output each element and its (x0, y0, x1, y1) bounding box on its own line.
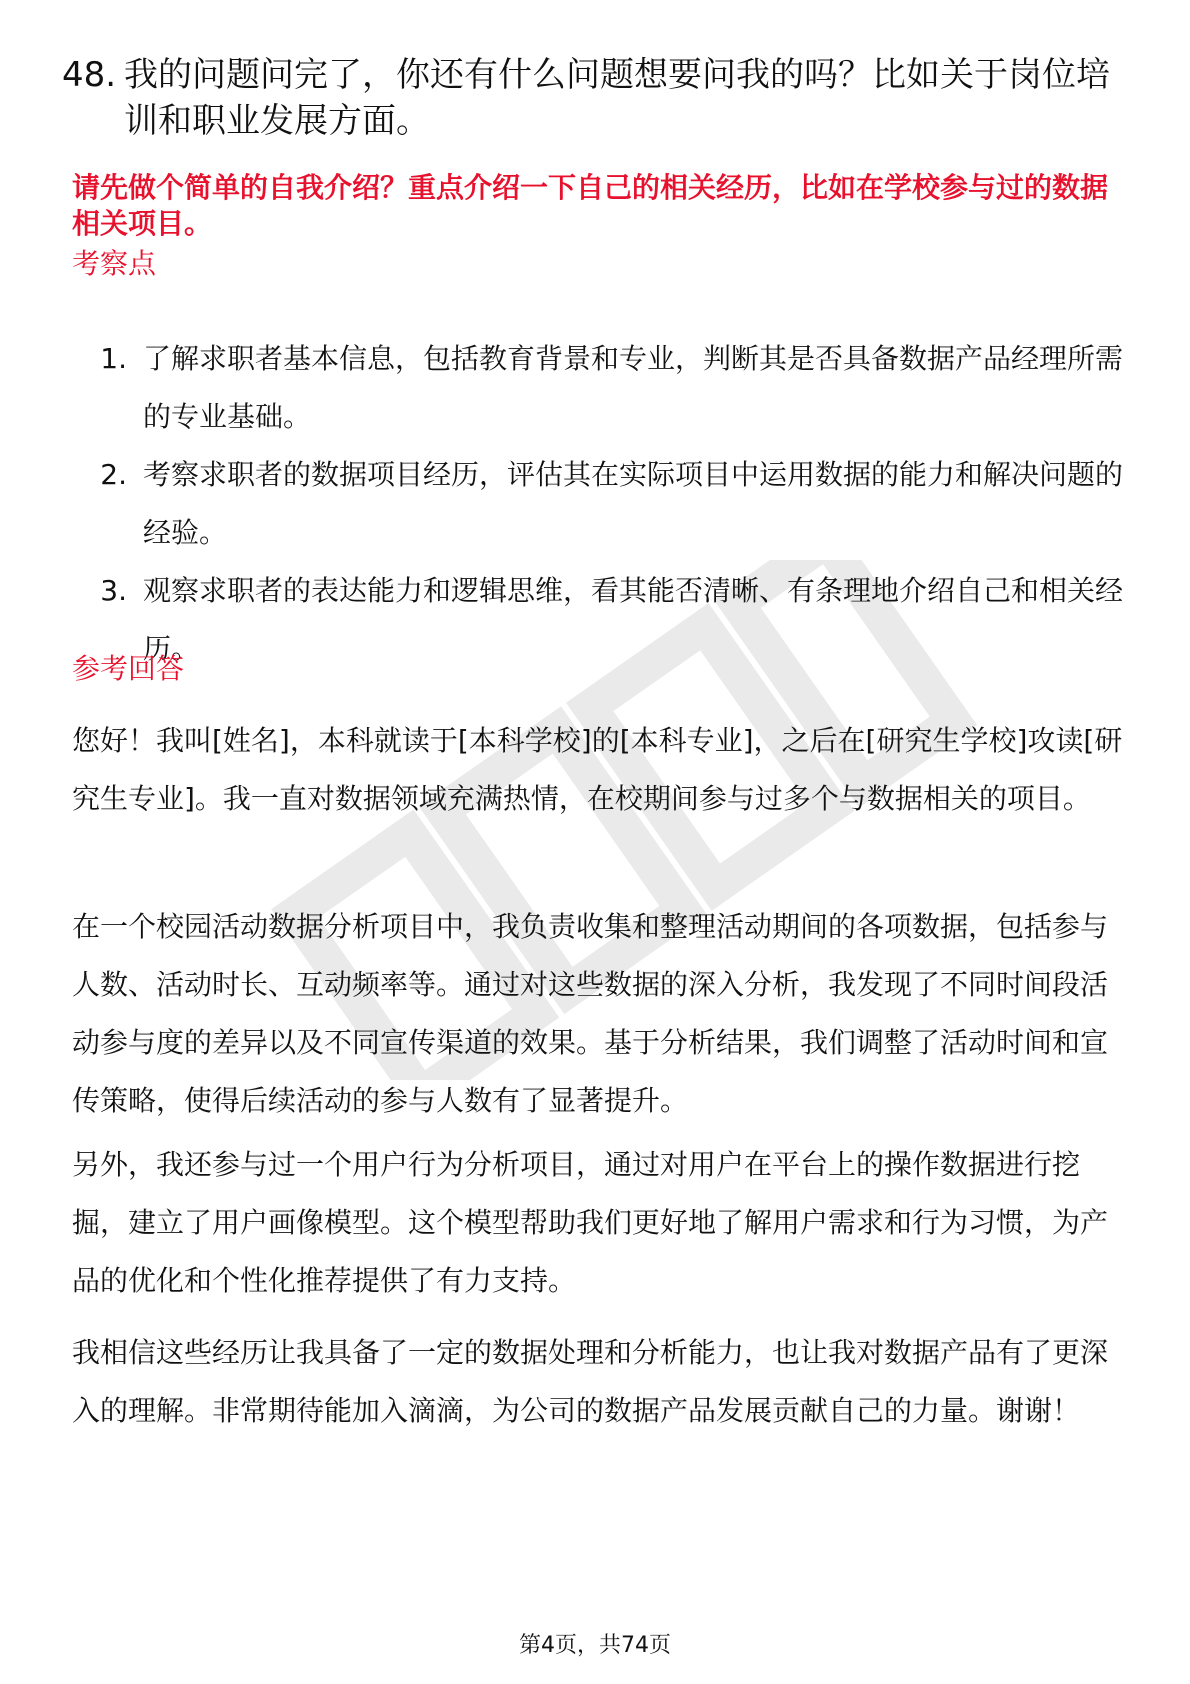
page-number: 第4页，共74页 (519, 1633, 671, 1658)
list-item-number: 2. (100, 458, 127, 491)
answer-paragraph: 我相信这些经历让我具备了一定的数据处理和分析能力，也让我对数据产品有了更深入的理解。非常期待能加入滴滴，为公司的数据产品发展贡献自己的力量。谢谢！ (72, 1336, 1109, 1427)
key-points-list (72, 330, 1132, 678)
question-text: 我的问题问完了，你还有什么问题想要问我的吗？比如关于岗位培训和职业发展方面。 (124, 55, 1110, 141)
list-item (72, 446, 1132, 562)
question-number: 48. (62, 55, 117, 95)
section-title-key-points: 考察点 (72, 247, 157, 280)
question-heading (62, 52, 1142, 144)
section-title-reference-answer: 参考回答 (72, 652, 185, 685)
answer-paragraph: 在一个校园活动数据分析项目中，我负责收集和整理活动期间的各项数据，包括参与人数、活动时长、互动频率等。通过对这些数据的深入分析，我发现了不同时间段活动参与度的差异以及不同宣传渠道的效果。基于分析结果，我们调整了活动时间和宣传策略，使得后续活动的参与人数有了显著提升。 (72, 910, 1109, 1117)
list-item-number: 3. (100, 574, 127, 607)
interview-question: 请先做个简单的自我介绍？重点介绍一下自己的相关经历，比如在学校参与过的数据相关项目。 (72, 171, 1109, 240)
list-item-text: 观察求职者的表达能力和逻辑思维，看其能否清晰、有条理地介绍自己和相关经历。 (143, 574, 1124, 665)
list-item-text: 考察求职者的数据项目经历，评估其在实际项目中运用数据的能力和解决问题的经验。 (143, 458, 1124, 549)
list-item (72, 562, 1132, 678)
answer-paragraph: 您好！我叫[姓名]，本科就读于[本科学校]的[本科专业]，之后在[研究生学校]攻读[研究生专业]。我一直对数据领域充满热情，在校期间参与过多个与数据相关的项目。 (72, 724, 1123, 815)
list-item-number: 1. (100, 342, 127, 375)
list-item (72, 330, 1132, 446)
answer-paragraph: 另外，我还参与过一个用户行为分析项目，通过对用户在平台上的操作数据进行挖掘，建立了用户画像模型。这个模型帮助我们更好地了解用户需求和行为习惯，为产品的优化和个性化推荐提供了有力支持。 (72, 1148, 1109, 1297)
list-item-text: 了解求职者基本信息，包括教育背景和专业，判断其是否具备数据产品经理所需的专业基础。 (143, 342, 1124, 433)
